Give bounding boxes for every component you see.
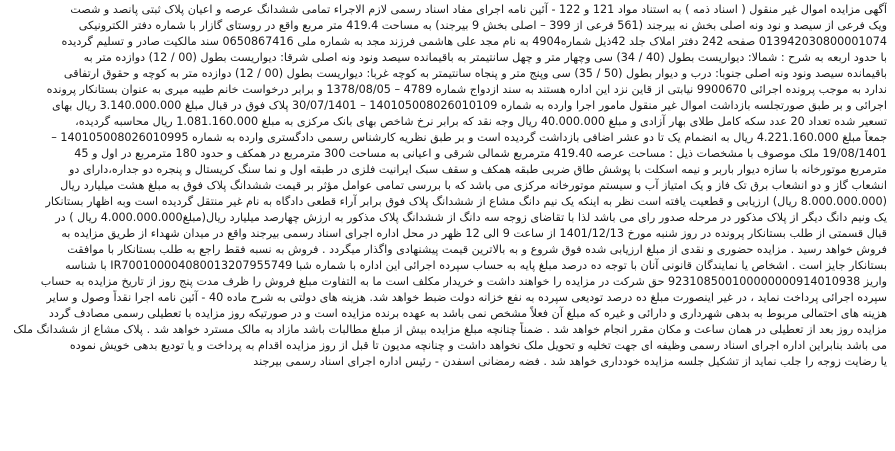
notice-line: مزایده روز بعد از تعطیلی در همان ساعت و مکان مقرر انجام خواهد شد . ضمناً چنانچه مبلغ مزایده بیش از مبلغ مطالبات باشد مازاد به مالک مسترد خواهد شد . پلاک مشاع از ششدانگ ملک [13,323,887,336]
notice-line: آگهی مزایده اموال غیر منقول ( اسناد ذمه ) به استناد مواد 121 و 122 - آئین نامه اجرای مفاد اسناد رسمی لازم الاجراء تمامی ششدانگ عرصه و اعیان پلاک ثبتی پانصد و شصت [70,3,887,16]
notice-line: فروش خواهد رسید . مزایده حضوری و نقدی از مبلغ ارزیابی شده فوق شروع و به بالاترین قیمت پیشنهادی واگذار میگردد . فروش به نسبه فقط راجع به طلب بستانکار با موافقت [67,243,887,256]
notice-line: اجرائی و بر طبق صورتجلسه بازداشت اموال غیر منقول مامور اجرا وارده به شماره 140105008026010109 – 30/07/1401 پلاک فوق در قبال مبلغ 3.140.000.000 ریال بهای [51,99,887,112]
notice-line: می باشد بنابراین اداره اجرای اسناد رسمی وظیفه ای جهت تخلیه و تحویل ملک نخواهد داشت و چنانچه مدیون تا قبل از روز مزایده اقدام به پرداخت و یا تودیع بدهی خویش نموده [69,339,887,352]
notice-line: مترمربع موتورخانه با سازه دیوار باربر و نیمه اسکلت با پوشش طاق ضربی طبقه همکف و سقف سبک ایرانیت فلزی در طبقه اول و نما سنگ کریستال و پنجره دو جداره،دارای دو [68,163,887,176]
notice-line: هزینه های احتمالی مربوط به بدهی شهرداری و دارائی و غیره که مبلغ آن فعلاً مشخص نمی باشد به عهده برنده مزایده است و در صورتیکه روز مزایده با تعطیلی رسمی مصادف گردد [48,307,887,320]
notice-line: (8.000.000.000 ریال) ارزیابی و قطعیت یافته است نظر به اینکه یک نیم دانگ مشاع از ششدانگ پلاک فوق برابر آراء قطعی دادگاه به نام غیر منتقل گردیده است وبه اظهار بستانکار [45,195,887,208]
notice-line: سپرده اجرائی پرداخت نماید ، در غیر اینصورت مبلغ ده درصد تودیعی سپرده به نفع خزانه دولت ضبط خواهد شد. هزینه های دولتی به شرح ماده 40 - آئین نامه اجرا نقداً وصول و سایر [46,291,887,304]
notice-line: با حدود اربعه به شرح : شمالا: دیواریست بطول (40 / 34) سی وچهار متر و چهل سانتیمتر به باقیمانده سیصد ونود ونه اصلی شرقا: دیواریست بطول (00 / 12) دوازده متر به [83,51,887,64]
notice-line: انشعاب گاز و دو انشعاب برق تک فاز و یک امتیاز آب و سیستم موتورخانه مرکزی می باشد که با بررسی تمامی عوامل مؤثر بر قیمت ششدانگ پلاک فوق به مبلغ هشت میلیارد ریال [60,179,887,192]
notice-line: ویک فرعی از سیصد و نود ونه اصلی بخش نه بیرجند (561 فرعی از 399 – اصلی بخش 9 بیرجند) به مساحت 419.4 متر مربع واقع در روستای گازار با شماره دفتر الکترونیکی [78,19,887,32]
notice-line: ندارد به موجب پرونده اجرائی 9900670 نیابتی از قاین نزد این اداره هستند به سند ازدواج شماره 4789 – 1378/08/05 و برابر درخواست خانم طیبه میری به عنوان بستانکار پرونده [46,83,887,96]
notice-line: 013942030800001074 صفحه 242 دفتر املاک جلد 42ذیل شماره4904 به نام مجد علی هاشمی فرزند مجد به شماره ملی 0650867416 سند مالکیت صادر و تسلیم گردیده [61,35,887,48]
notice-line: یک ونیم دانگ دیگر از پلاک مذکور در مرحله صدور رای می باشد لذا با تقاضای زوجه سه دانگ از ششدانگ پلاک مذکور به ارزش چهارصد میلیارد ریال(مبلغ4.000.000.000 ریال ) در [55,211,887,224]
notice-line: یا رضایت زوجه را جلب نماید از تشکیل جلسه مزایده خودداری خواهد شد . فضه رمضانی اسفدن - رئیس اداره اجرای اسناد رسمی بیرجند [253,355,887,368]
notice-line: بستانکار جایز است . اشخاص یا نمایندگان قانونی آنان با توجه ده درصد مبلغ پایه به حساب سپرده اجرائی این اداره با شماره شبا IR700100004080013207955749 با شناسه [65,259,887,272]
notice-line: 19/08/1401 ملک موصوف با مشخصات ذیل : مساحت عرصه 419.40 مترمربع شمالی شرقی و اعیانی به مساحت 300 مترمربع در همکف و حدود 180 مترمربع در اول و 45 [74,147,887,160]
notice-line: قبال قسمتی از طلب بستانکار پرونده در روز شنبه مورخ 1401/12/13 از ساعت 9 الی 12 ظهر در محل اداره اجرای اسناد رسمی بیرجند واقع در میدان شهداء از طریق مزایده به [61,227,887,240]
notice-line: تسعیر شده تعداد 20 عدد سکه کامل طلای بهار آزادی و مبلغ 40.000.000 ریال وجه نقد که برابر نرخ شاخص بهای بانک مرکزی به مبلغ 1.081.160.000 ریال محاسبه گردیده، [75,115,887,128]
notice-line: جمعاً مبلغ 4.221.160.000 ریال به انضمام یک تا دو عشر اضافی بازداشت گردیده است و بر طبق نظریه کارشناس رسمی دادگستری وارده به شماره 140105008026010995 – [51,131,887,144]
auction-notice-text [4,2,891,449]
notice-line: واریز 923108500100000000914010938 حق شرکت در مزایده را خواهند داشت و خریدار مکلف است ما به التفاوت مبلغ فروش را ظرف مدت پنج روز از تاریخ مزایده به حساب [40,275,887,288]
notice-line: باقیمانده سیصد ونود ونه اصلی جنوبا: درب و دیوار بطول (50 / 35) سی وپنج متر و پنجاه سانتیمتر به کوچه غربا: دیواریست بطول (00 / 12) دوازده متر به کوچه و حقوق ارتفاقی [63,67,887,80]
